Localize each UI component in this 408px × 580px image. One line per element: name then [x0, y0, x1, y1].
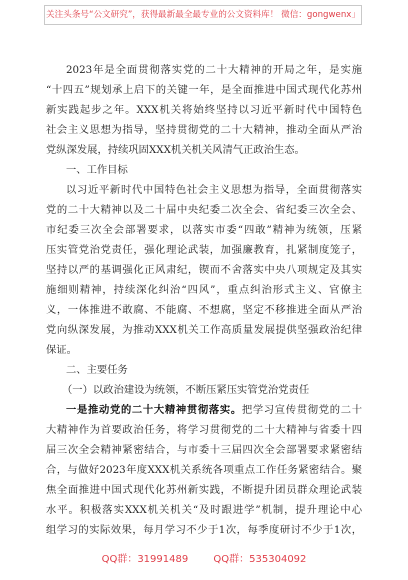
text-line: 水平。积极落实XXX机关机关“及时跟进学”机制，提升理论中心 [46, 504, 362, 516]
text-line: 届三次全会精神紧密结合，与市委十三届四次全会部署要求紧密结 [46, 444, 362, 456]
text-line: 党纵深发展，持续巩固XXX机关机关风清气正政治生态。 [46, 144, 305, 156]
text-line: 合，与做好2023年度XXX机关系统各项重点工作任务紧密结合。聚 [46, 464, 362, 476]
text-line: 施细则精神，持续深化纠治“四风”，重点纠治形式主义、官僚主 [46, 284, 362, 296]
goals-paragraph [46, 180, 362, 360]
qq-group-2: QQ群：535304092 [213, 554, 307, 565]
text-line: 组学习的实际效果，每月学习不少于1次，每季度研讨不少于1次， [46, 524, 362, 536]
qq-group-1: QQ群：31991489 [101, 554, 189, 565]
text-line: 市纪委三次全会部署要求，以落实市委“四敢”精神为统领，压紧 [46, 224, 362, 236]
section-heading-goals: 一、工作目标 [66, 164, 128, 176]
text-line: 保证。 [46, 344, 77, 356]
text-line: “十四五”规划承上启下的关键一年，是全面推进中国式现代化苏州 [46, 84, 362, 96]
text-line: 党向纵深发展，为推动XXX机关工作高质量发展提供坚强政治纪律 [46, 324, 362, 336]
text-line: 焦全面推进中国式现代化苏州新实践，不断提升团员群众理论武装 [46, 484, 362, 496]
lead-phrase: 一是推动党的二十大精神贯彻落实。 [66, 404, 242, 416]
text-line: 压实管党治党责任，强化理论武装，加强廉教育，扎紧制度笼子， [46, 244, 362, 256]
text-line: 社会主义思想为指导，坚持贯彻党的二十大精神，推动全面从严治 [46, 124, 362, 136]
tasks-paragraph [46, 400, 362, 540]
promo-banner: 关注头条号“公文研究”，获得最新最全最专业的公文资料库！ 微信：gongwenx」 [44, 5, 362, 25]
text-line: 2023年是全面贯彻落实党的二十大精神的开局之年，是实施 [66, 64, 362, 76]
document-body [46, 60, 362, 540]
footer-contact [0, 550, 408, 565]
text-line: 以习近平新时代中国特色社会主义思想为指导，全面贯彻落实 [66, 184, 362, 196]
text-line: 坚持以严的基调强化正风肃纪，锲而不舍落实中央八项规定及其实 [46, 264, 362, 276]
subsection-heading: （一）以政治建设为统领，不断压紧压实管党治党责任 [62, 384, 310, 396]
text-line [46, 400, 362, 420]
text-line: 义，一体推进不敢腐、不能腐、不想腐，坚定不移推进全面从严治 [46, 304, 362, 316]
text-line: 党的二十大精神以及二十届中央纪委二次全会、省纪委三次全会、 [46, 204, 362, 216]
intro-paragraph [46, 60, 362, 160]
text-line: 大精神作为首要政治任务，将学习贯彻党的二十大精神与省委十四 [46, 424, 362, 436]
lead-rest: 把学习宣传贯彻党的二十 [241, 404, 362, 416]
text-line: 新实践起步之年。XXX机关将始终坚持以习近平新时代中国特色 [46, 104, 362, 116]
section-heading-tasks: 二、主要任务 [66, 364, 128, 376]
